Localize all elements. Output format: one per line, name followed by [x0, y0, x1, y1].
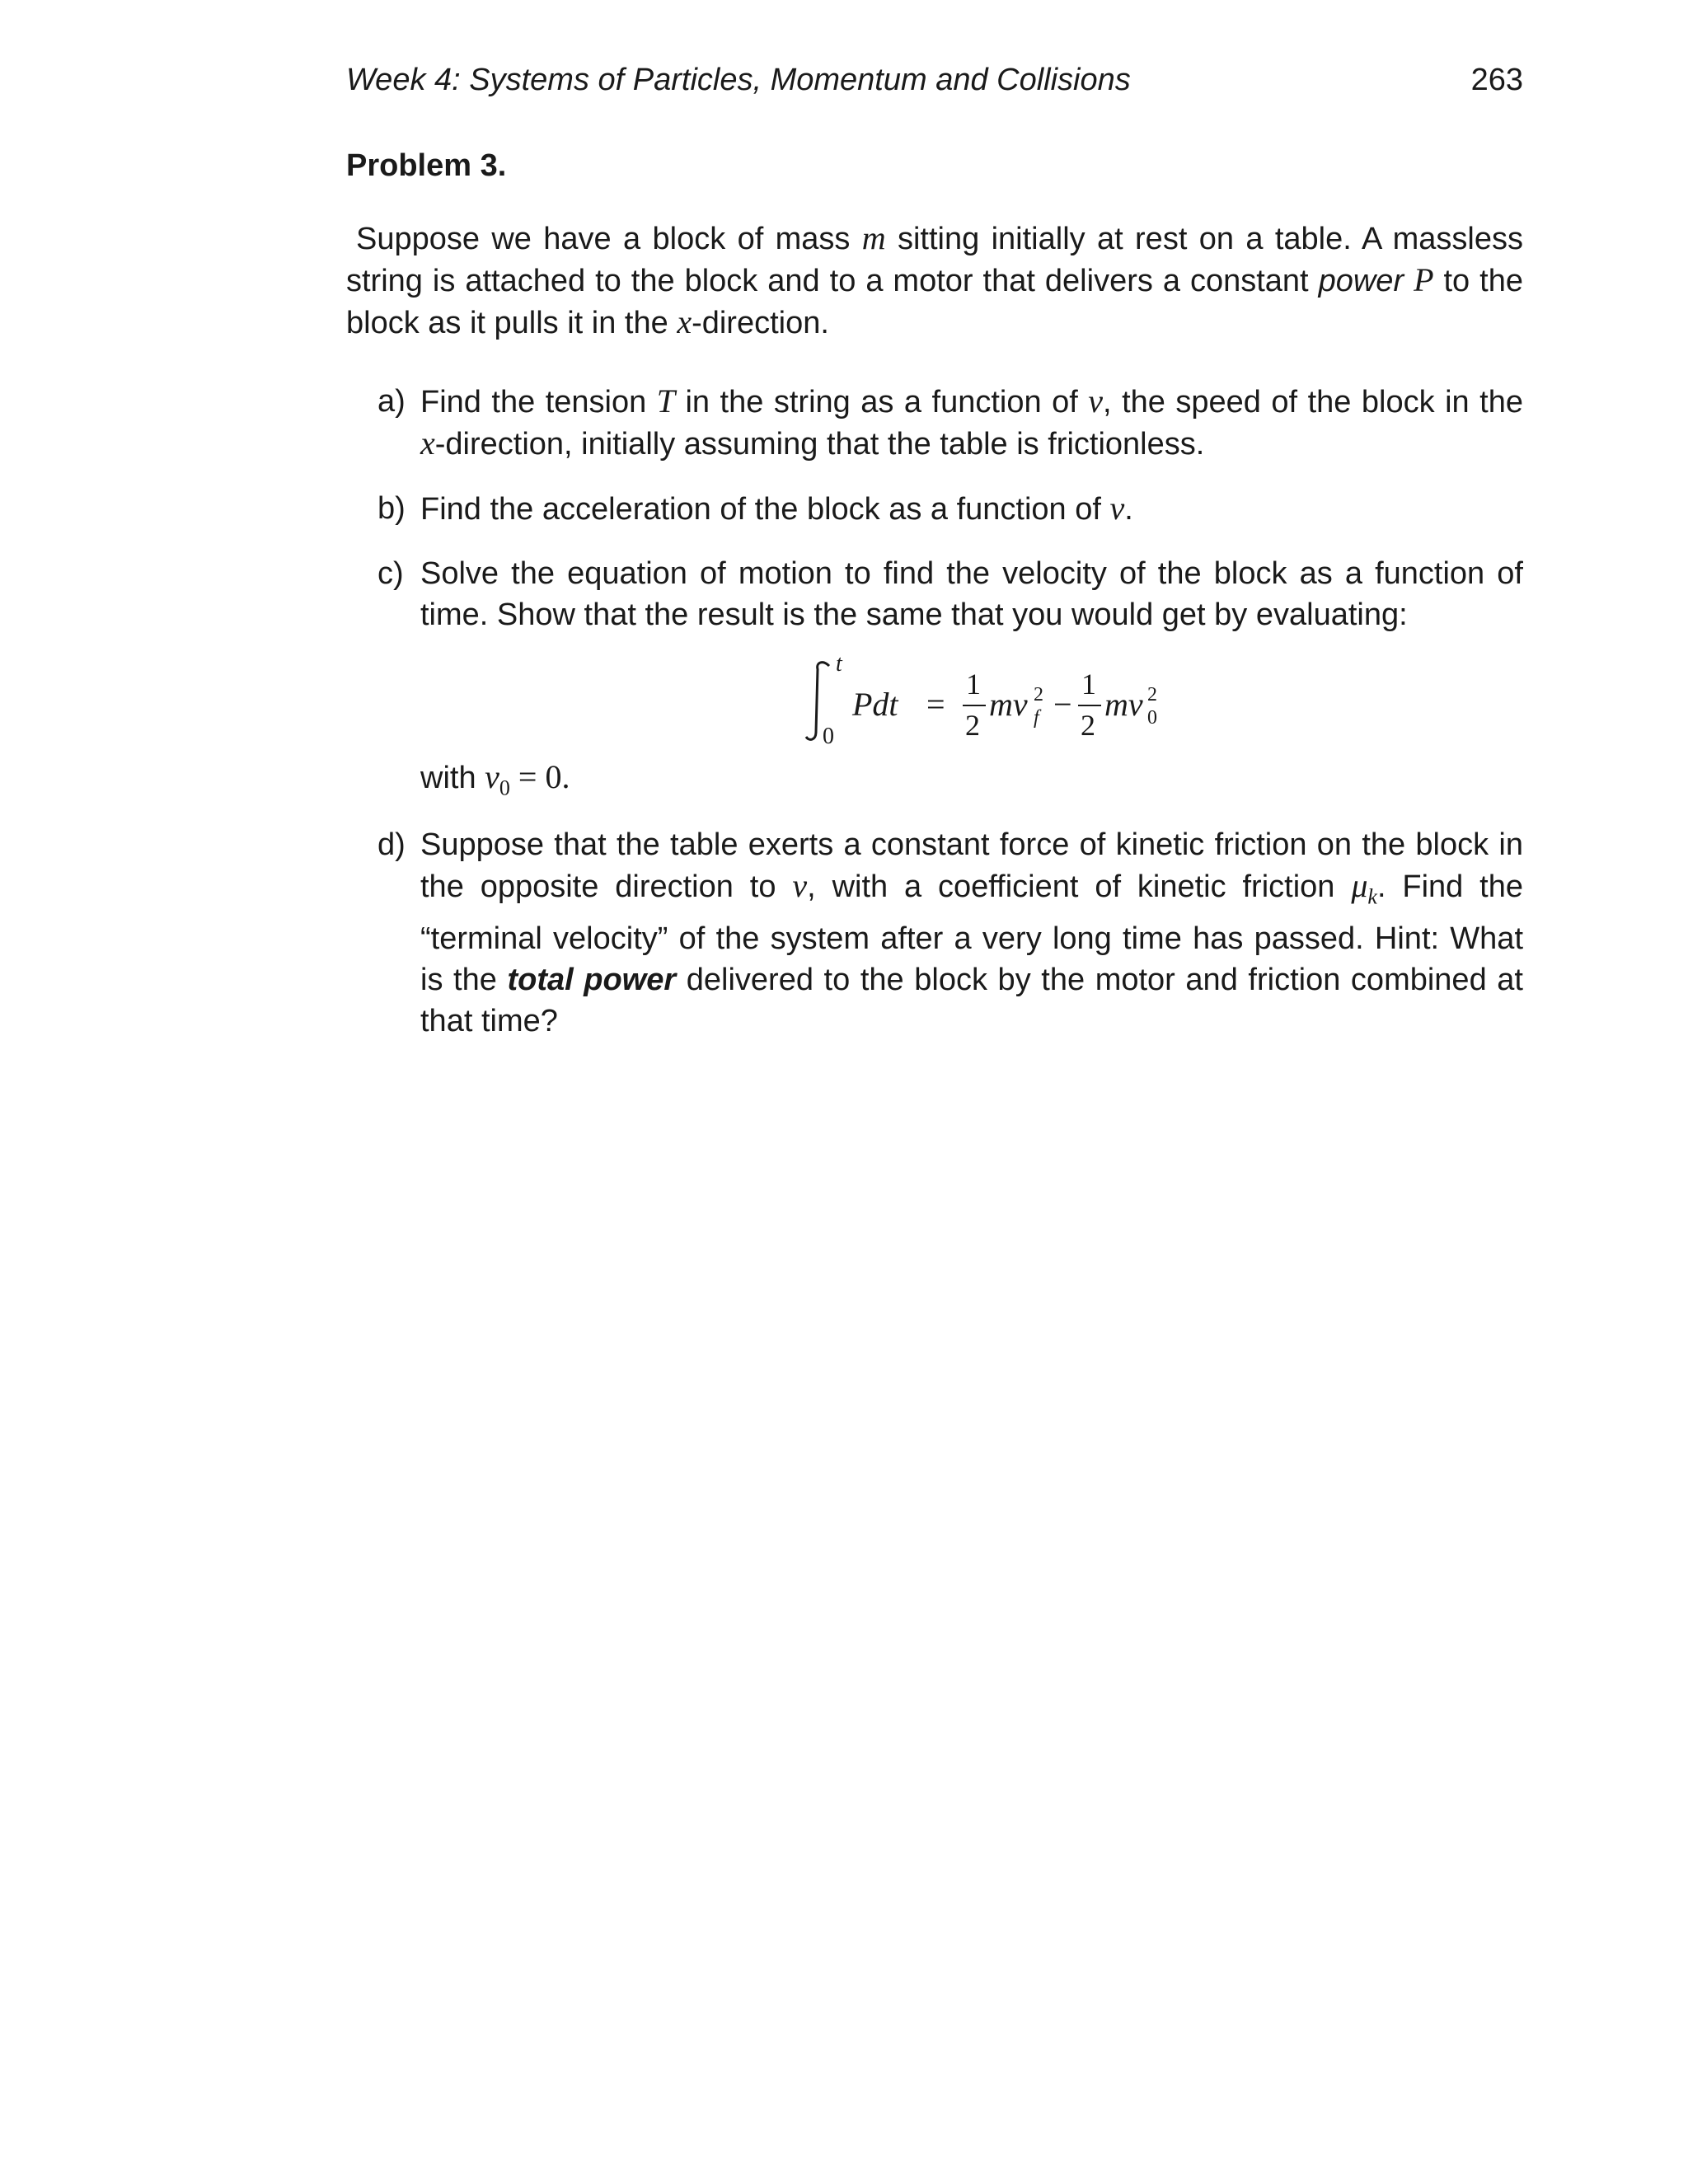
- math-v: v: [1088, 382, 1104, 419]
- sub-f: f: [1034, 707, 1039, 729]
- math-v: v: [792, 867, 808, 904]
- intro-text-3: to the block as it pulls it in the: [346, 264, 1523, 340]
- math-m: m: [861, 219, 886, 256]
- fraction-denominator-1: 2: [965, 709, 980, 742]
- part-d-text: [420, 824, 1523, 1042]
- sup-2-f: 2: [1034, 684, 1043, 705]
- part-a: [377, 381, 1523, 465]
- part-c: [377, 553, 1523, 635]
- initial-condition: [420, 757, 570, 809]
- power-emphasis: power: [1318, 264, 1404, 298]
- term-mv-0: mv: [1104, 686, 1143, 723]
- part-b-text: [420, 488, 1523, 530]
- part-d: [377, 824, 1523, 1042]
- math-v: v: [1109, 490, 1125, 527]
- sup-2-0: 2: [1147, 684, 1157, 705]
- part-b: [377, 488, 1523, 530]
- math-v0-sub: 0: [499, 776, 510, 800]
- math-x: x: [677, 303, 692, 340]
- intro-text-4: -direction.: [692, 306, 829, 340]
- term-mv-f: mv: [989, 686, 1028, 723]
- integral-lower-limit: 0: [823, 724, 834, 749]
- equation-svg: [804, 651, 1157, 750]
- intro-text-2: sitting initially at rest on a table. A massless string is attached to the block and to a motor that delivers a constant: [346, 222, 1523, 298]
- math-x: x: [420, 424, 435, 462]
- intro-text-1: Suppose we have a block of mass: [356, 222, 862, 256]
- problem-title: Problem 3.: [346, 148, 507, 183]
- part-d-t2: , with a coefficient of kinetic friction: [807, 869, 1352, 904]
- part-a-t1: Find the tension: [420, 385, 657, 419]
- math-T: T: [656, 382, 675, 419]
- page-number: 263: [1470, 63, 1523, 97]
- sub-0: 0: [1147, 707, 1157, 729]
- integral-upper-limit: t: [836, 651, 842, 677]
- total-power-emphasis: total power: [507, 962, 677, 997]
- fraction-numerator-1: 1: [966, 668, 981, 701]
- equals-sign: =: [926, 686, 945, 723]
- part-a-t4: -direction, initially assuming that the table is frictionless.: [434, 427, 1205, 462]
- part-d-t4: delivered to the block by the motor and friction combined at that time?: [420, 962, 1523, 1038]
- problem-intro: [346, 218, 1523, 344]
- math-v0: v: [485, 758, 499, 795]
- part-a-label: a): [377, 384, 406, 419]
- part-d-t1: Suppose that the table exerts a constant force of kinetic friction on the block in the opposite direction to: [420, 827, 1523, 904]
- running-title: Week 4: Systems of Particles, Momentum and Collisions: [346, 63, 1131, 97]
- math-mu: μ: [1351, 867, 1368, 904]
- with-text: with: [420, 761, 485, 795]
- part-a-text: [420, 381, 1523, 465]
- fraction-numerator-2: 1: [1081, 668, 1096, 701]
- part-b-t1: Find the acceleration of the block as a function of: [420, 492, 1110, 527]
- part-a-t3: , the speed of the block in the: [1103, 385, 1523, 419]
- part-b-t2: .: [1124, 492, 1133, 527]
- part-a-t2: in the string as a function of: [675, 385, 1089, 419]
- integrand: Pdt: [852, 686, 898, 723]
- part-d-t3: . Find the “terminal velocity” of the system after a very long time has passed. Hint: What is the: [420, 869, 1524, 997]
- page-header: [346, 63, 1523, 102]
- work-energy-equation: [804, 651, 1157, 750]
- minus-sign: −: [1053, 686, 1072, 723]
- part-d-label: d): [377, 827, 406, 862]
- fraction-denominator-2: 2: [1081, 709, 1095, 742]
- part-c-text: Solve the equation of motion to find the velocity of the block as a function of time. Show that the result is the same that you would get by evaluating:: [420, 556, 1523, 632]
- part-b-label: b): [377, 491, 406, 526]
- equals-zero: = 0.: [509, 758, 570, 795]
- math-P: P: [1414, 261, 1434, 298]
- part-c-label: c): [377, 556, 404, 591]
- math-mu-sub: k: [1367, 884, 1377, 909]
